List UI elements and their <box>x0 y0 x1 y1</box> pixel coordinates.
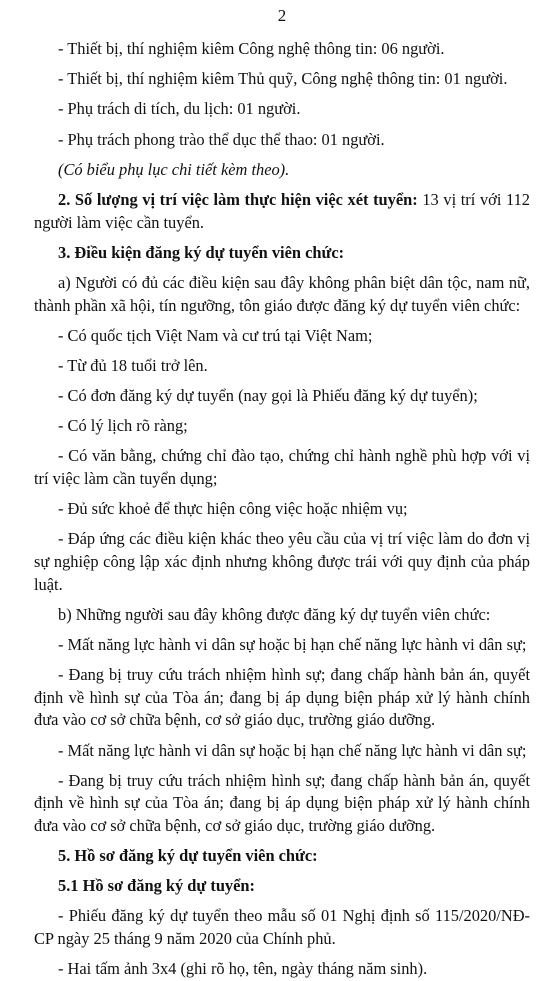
list-item: - Thiết bị, thí nghiệm kiêm Thủ quỹ, Công nghệ thông tin: 01 người. <box>58 69 508 89</box>
list-item: - Từ đủ 18 tuổi trở lên. <box>58 355 208 375</box>
page-number: 2 <box>277 6 287 25</box>
list-item: - Phiếu đăng ký dự tuyển theo mẫu số 01 Nghị định số 115/2020/NĐ-CP ngày 25 tháng 9 năm 2020 của Chính phủ. <box>34 906 530 949</box>
section-3-heading: 3. Điều kiện đăng ký dự tuyển viên chức: <box>58 242 345 262</box>
list-item: - Đang bị truy cứu trách nhiệm hình sự; đang chấp hành bản án, quyết định về hình sự của Tòa án; đang bị áp dụng biện pháp xử lý hành chính đưa vào cơ sở chữa bệnh, cơ sở giáo dục, trường giáo dưỡng. <box>34 665 530 730</box>
paragraph: b) Những người sau đây không được đăng ký dự tuyển viên chức: <box>58 604 491 624</box>
appendix-note: (Có biểu phụ lục chi tiết kèm theo). <box>58 159 290 179</box>
section-2-paragraph <box>34 189 530 234</box>
section-5-1-heading: 5.1 Hồ sơ đăng ký dự tuyển: <box>58 876 255 896</box>
list-item: - Phụ trách di tích, du lịch: 01 người. <box>58 99 301 119</box>
list-item: - Mất năng lực hành vi dân sự hoặc bị hạn chế năng lực hành vi dân sự; <box>58 634 527 654</box>
section-2-text: 13 vị trí với 112 người làm việc cần tuyển. <box>34 189 530 232</box>
list-item: - Có lý lịch rõ ràng; <box>58 416 188 436</box>
paragraph: a) Người có đủ các điều kiện sau đây không phân biệt dân tộc, nam nữ, thành phần xã hội, tín ngưỡng, tôn giáo được đăng ký dự tuyển viên chức: <box>34 272 530 315</box>
list-item: - Có đơn đăng ký dự tuyển (nay gọi là Phiếu đăng ký dự tuyển); <box>58 386 478 406</box>
list-item: - Có văn bằng, chứng chỉ đào tạo, chứng chỉ hành nghề phù hợp với vị trí việc làm cần tuyển dụng; <box>34 446 530 489</box>
list-item: - Phụ trách phong trào thể dục thể thao: 01 người. <box>58 129 385 149</box>
list-item: - Đủ sức khoẻ để thực hiện công việc hoặc nhiệm vụ; <box>58 499 408 519</box>
list-item: - Hai tấm ảnh 3x4 (ghi rõ họ, tên, ngày tháng năm sinh). <box>58 959 428 979</box>
section-2-heading: 2. Số lượng vị trí việc làm thực hiện việc xét tuyển: <box>58 189 418 209</box>
list-item: - Mất năng lực hành vi dân sự hoặc bị hạn chế năng lực hành vi dân sự; <box>58 740 527 760</box>
list-item: - Đang bị truy cứu trách nhiệm hình sự; đang chấp hành bản án, quyết định về hình sự của Tòa án; đang bị áp dụng biện pháp xử lý hành chính đưa vào cơ sở chữa bệnh, cơ sở giáo dục, trường giáo dưỡng. <box>34 770 530 835</box>
section-5-heading: 5. Hồ sơ đăng ký dự tuyển viên chức: <box>58 846 318 866</box>
list-item: - Có quốc tịch Việt Nam và cư trú tại Việt Nam; <box>58 325 373 345</box>
list-item: - Đáp ứng các điều kiện khác theo yêu cầu của vị trí việc làm do đơn vị sự nghiệp công lập xác định nhưng không được trái với quy định của pháp luật. <box>34 529 530 594</box>
list-item: - Thiết bị, thí nghiệm kiêm Công nghệ thông tin: 06 người. <box>58 39 445 58</box>
